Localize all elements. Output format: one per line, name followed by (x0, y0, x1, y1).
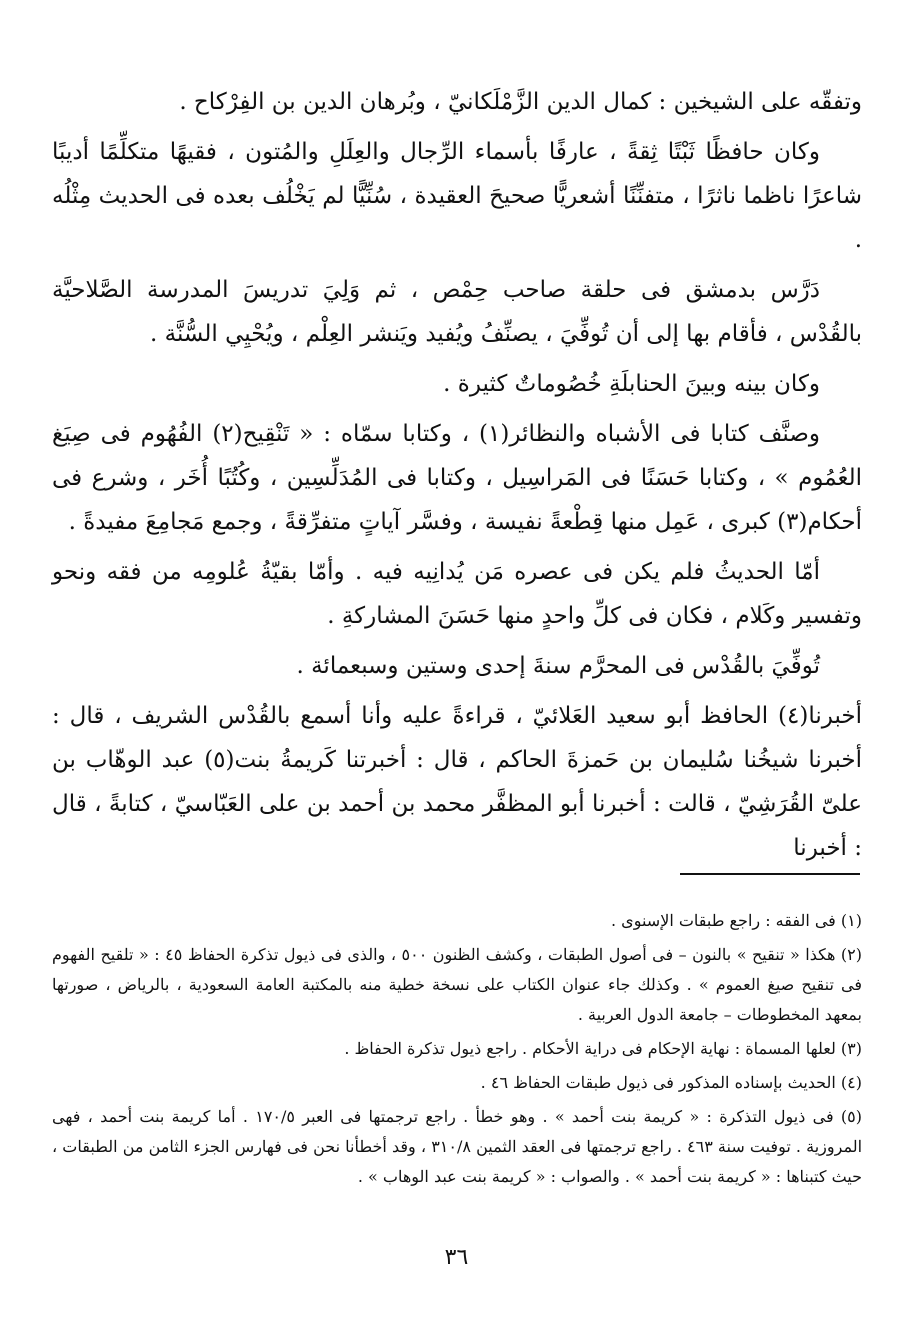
paragraph-6: أمّا الحديثُ فلم يكن فى عصره مَن يُدانِيه فيه . وأمّا بقيّةُ عُلومِه من فقه ونحو وتفسير وكَلام ، فكان فى كلِّ واحدٍ منها حَسَنَ المشاركةِ . (52, 559, 862, 629)
footnote-3: (٣) لعلها المسماة : نهاية الإحكام فى دراية الأحكام . راجع ذيول تذكرة الحفاظ . (344, 1039, 862, 1058)
paragraph-4: وكان بينه وبينَ الحنابلَةِ خُصُوماتٌ كثيرة . (443, 371, 820, 397)
footnotes (52, 906, 862, 1196)
paragraph-7: تُوفِّيَ بالقُدْس فى المحرَّم سنةَ إحدى وستين وسبعمائة . (296, 653, 820, 679)
footnote-1: (١) فى الفقه : راجع طبقات الإسنوى . (611, 911, 862, 930)
paragraph-8: أخبرنا(٤) الحافظ أبو سعيد العَلائيّ ، قراءةً عليه وأنا أسمع بالقُدْس الشريف ، قال : أخبرنا شيخُنا سُليمان بن حَمزةَ الحاكم ، قال : أخبرتنا كَريمةُ بنت(٥) عبد الوهّاب بن علىّ القُرَشِيّ ، قالت : أخبرنا أبو المظفَّر محمد بن أحمد بن على العَبّاسيّ ، كتابةً ، قال : أخبرنا (52, 703, 862, 861)
page-number: ٣٦ (444, 1245, 469, 1270)
footnote-2: (٢) هكذا « تنقيح » بالنون – فى أصول الطبقات ، وكشف الظنون ٥٠٠ ، والذى فى ذيول تذكرة الحفاظ ٤٥ : « تلقيح الفهوم فى تنقيح صيغ العموم » . وكذلك جاء عنوان الكتاب على نسخة خطية منه بالمكتبة العامة السعودية ، بالرياض ، صورتها بمعهد المخطوطات – جامعة الدول العربية . (52, 945, 862, 1024)
paragraph-2: وكان حافظًا ثَبْتًا ثِقةً ، عارفًا بأسماء الرِّجال والعِلَلِ والمُتون ، فقيهًا متكلِّمًا أديبًا شاعرًا ناظما ناثرًا ، متفنِّنًا أشعريًّا صحيحَ العقيدة ، سُنِّيًّا لم يَخْلُف بعده فى الحديث مِثْلُه . (52, 139, 862, 253)
footnote-5: (٥) فى ذيول التذكرة : « كريمة بنت أحمد » . وهو خطأ . راجع ترجمتها فى العبر ١٧٠/٥ . أما كريمة بنت أحمد ، فهى المروزية . توفيت سنة ٤٦٣ . راجع ترجمتها فى العقد الثمين ٣١٠/٨ ، وقد أخطأنا نحن فى فهارس الجزء الثامن من الطبقات ، حيث كتبناها : « كريمة بنت أحمد » . والصواب : « كريمة بنت عبد الوهاب » . (52, 1107, 863, 1186)
paragraph-5: وصنَّف كتابا فى الأشباه والنظائر(١) ، وكتابا سمّاه : « تَنْقِيح(٢) الفُهُوم فى صِيَغ العُمُوم » ، وكتابا حَسَنًا فى المَراسِيل ، وكتابا فى المُدَلِّسِين ، وكُتُبًا أُخَر ، وشرع فى أحكام(٣) كبرى ، عَمِل منها قِطْعةً نفيسة ، وفسَّر آياتٍ متفرِّقةً ، وجمع مَجامِعَ مفيدةً . (52, 421, 862, 535)
footnote-separator (680, 873, 860, 875)
paragraph-3: دَرَّس بدمشق فى حلقة صاحب حِمْص ، ثم وَلِيَ تدريسَ المدرسة الصَّلاحيَّة بالقُدْس ، فأقام بها إلى أن تُوفِّيَ ، يصنِّفُ ويُفيد ويَنشر العِلْم ، ويُحْيِي السُّنَّة . (52, 277, 862, 347)
paragraph-1: وتفقّه على الشيخين : كمال الدين الزَّمْلَكانيّ ، وبُرهان الدين بن الفِرْكاح . (179, 89, 862, 115)
main-text (52, 80, 862, 876)
footnote-4: (٤) الحديث بإسناده المذكور فى ذيول طبقات الحفاظ ٤٦ . (480, 1073, 862, 1092)
